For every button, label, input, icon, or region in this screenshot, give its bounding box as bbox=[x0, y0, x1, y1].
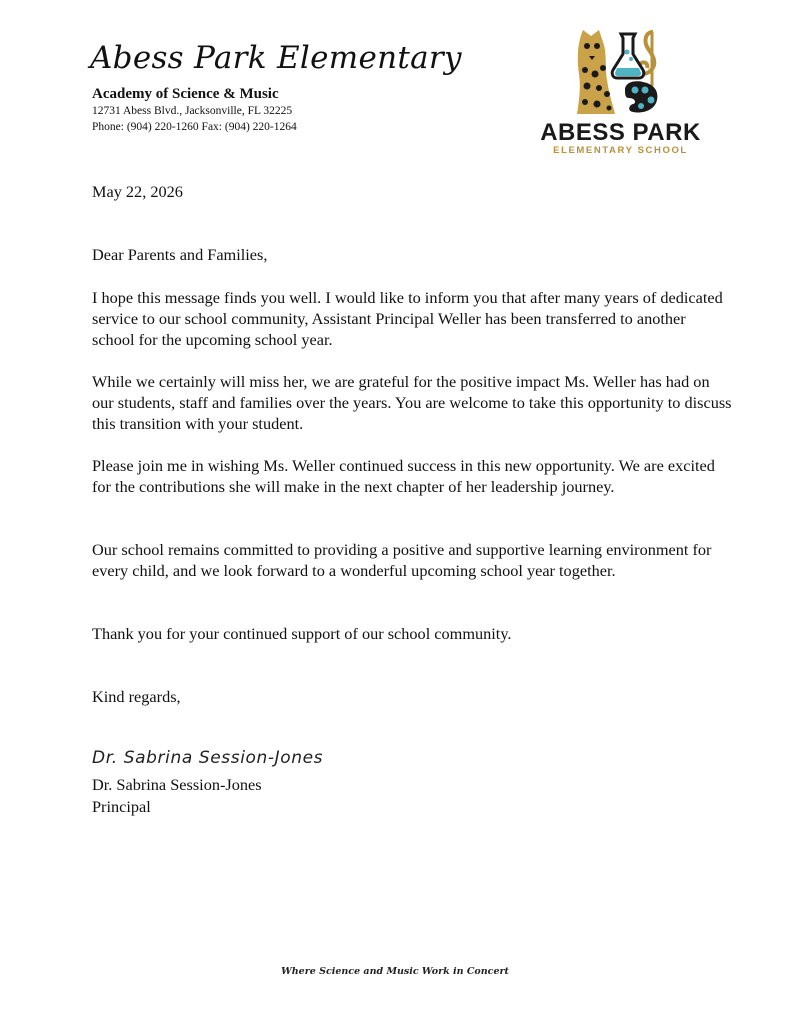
footer-tagline: Where Science and Music Work in Concert bbox=[281, 966, 509, 977]
letter-paragraph: I hope this message finds you well. I would like to inform you that after many years of dedicated service to our school community, Assistant Principal Weller has been transferred to another school for the upcoming school year. bbox=[92, 288, 723, 349]
school-logo bbox=[533, 28, 708, 160]
logo-subtitle: ELEMENTARY SCHOOL bbox=[553, 145, 688, 156]
school-address: 12731 Abess Blvd., Jacksonville, FL 32225 bbox=[92, 105, 293, 117]
letter-date: May 22, 2026 bbox=[92, 182, 183, 201]
signer-name: Dr. Sabrina Session-Jones bbox=[92, 775, 262, 794]
school-phone-fax: Phone: (904) 220-1260 Fax: (904) 220-1264 bbox=[92, 121, 297, 133]
signer-title: Principal bbox=[92, 797, 151, 816]
letter-closing: Kind regards, bbox=[92, 687, 181, 706]
letter-paragraph: Our school remains committed to providing a positive and supportive learning environment for every child, and we look forward to a wonderful upcoming school year together. bbox=[92, 540, 712, 580]
cheetah-flask-music-note-palette-icon bbox=[573, 28, 668, 116]
letter-paragraph: Thank you for your continued support of our school community. bbox=[92, 624, 512, 643]
school-name: Abess Park Elementary bbox=[90, 40, 462, 76]
letter-salutation: Dear Parents and Families, bbox=[92, 245, 268, 264]
handwritten-signature: Dr. Sabrina Session-Jones bbox=[92, 748, 324, 768]
academy-name: Academy of Science & Music bbox=[92, 86, 279, 102]
logo-wordmark: ABESS PARK bbox=[540, 119, 701, 146]
letter-paragraph: While we certainly will miss her, we are grateful for the positive impact Ms. Weller has had on our students, staff and families over the years. You are welcome to take this opportunity to discuss this transition with your student. bbox=[92, 372, 732, 433]
letter-paragraph: Please join me in wishing Ms. Weller continued success in this new opportunity. We are excited for the contributions she will make in the next chapter of her leadership journey. bbox=[92, 456, 715, 496]
